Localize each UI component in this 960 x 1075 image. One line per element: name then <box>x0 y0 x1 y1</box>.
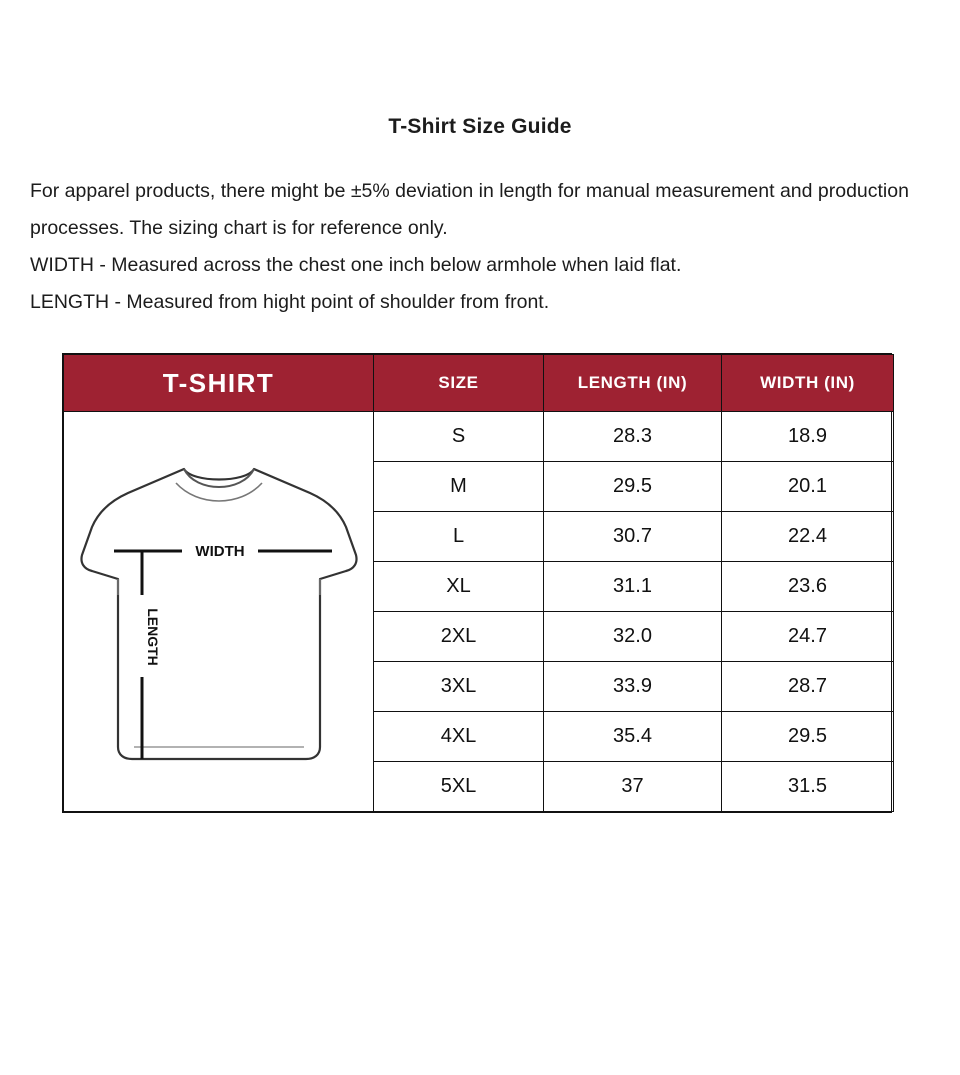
cell-length: 28.3 <box>544 412 722 462</box>
cell-width: 31.5 <box>722 762 894 812</box>
cell-size: L <box>374 512 544 562</box>
page-title: T-Shirt Size Guide <box>388 115 572 138</box>
cell-size: M <box>374 462 544 512</box>
intro-paragraph-3: LENGTH - Measured from hight point of shoulder from front. <box>30 291 550 313</box>
intro-paragraph-2: WIDTH - Measured across the chest one inch below armhole when laid flat. <box>30 254 682 276</box>
cell-length: 31.1 <box>544 562 722 612</box>
cell-length: 29.5 <box>544 462 722 512</box>
cell-length: 32.0 <box>544 612 722 662</box>
cell-width: 20.1 <box>722 462 894 512</box>
cell-size: 2XL <box>374 612 544 662</box>
cell-width: 18.9 <box>722 412 894 462</box>
header-size: SIZE <box>374 355 544 412</box>
cell-size: 4XL <box>374 712 544 762</box>
cell-length: 35.4 <box>544 712 722 762</box>
intro-text <box>30 173 910 321</box>
size-guide-page <box>0 115 960 1075</box>
table-header <box>64 355 894 412</box>
cell-length: 37 <box>544 762 722 812</box>
cell-length: 33.9 <box>544 662 722 712</box>
header-width: WIDTH (IN) <box>722 355 894 412</box>
header-length: LENGTH (IN) <box>544 355 722 412</box>
tshirt-diagram-cell <box>64 412 374 812</box>
tshirt-diagram-icon <box>74 447 364 777</box>
cell-size: S <box>374 412 544 462</box>
length-label: LENGTH <box>144 607 161 666</box>
cell-size: 3XL <box>374 662 544 712</box>
table-row <box>64 412 894 462</box>
width-label: WIDTH <box>194 542 245 560</box>
intro-paragraph-1: For apparel products, there might be ±5% deviation in length for manual measurement and production processes. The sizing chart is for reference only. <box>30 180 909 239</box>
cell-width: 24.7 <box>722 612 894 662</box>
cell-size: 5XL <box>374 762 544 812</box>
cell-width: 23.6 <box>722 562 894 612</box>
cell-width: 28.7 <box>722 662 894 712</box>
cell-size: XL <box>374 562 544 612</box>
table-body <box>64 412 894 812</box>
size-chart-table-wrap <box>62 353 892 813</box>
size-chart-table <box>63 354 894 812</box>
cell-width: 29.5 <box>722 712 894 762</box>
cell-width: 22.4 <box>722 512 894 562</box>
header-brand: T-SHIRT <box>64 355 374 412</box>
table-header-row <box>64 355 894 412</box>
cell-length: 30.7 <box>544 512 722 562</box>
